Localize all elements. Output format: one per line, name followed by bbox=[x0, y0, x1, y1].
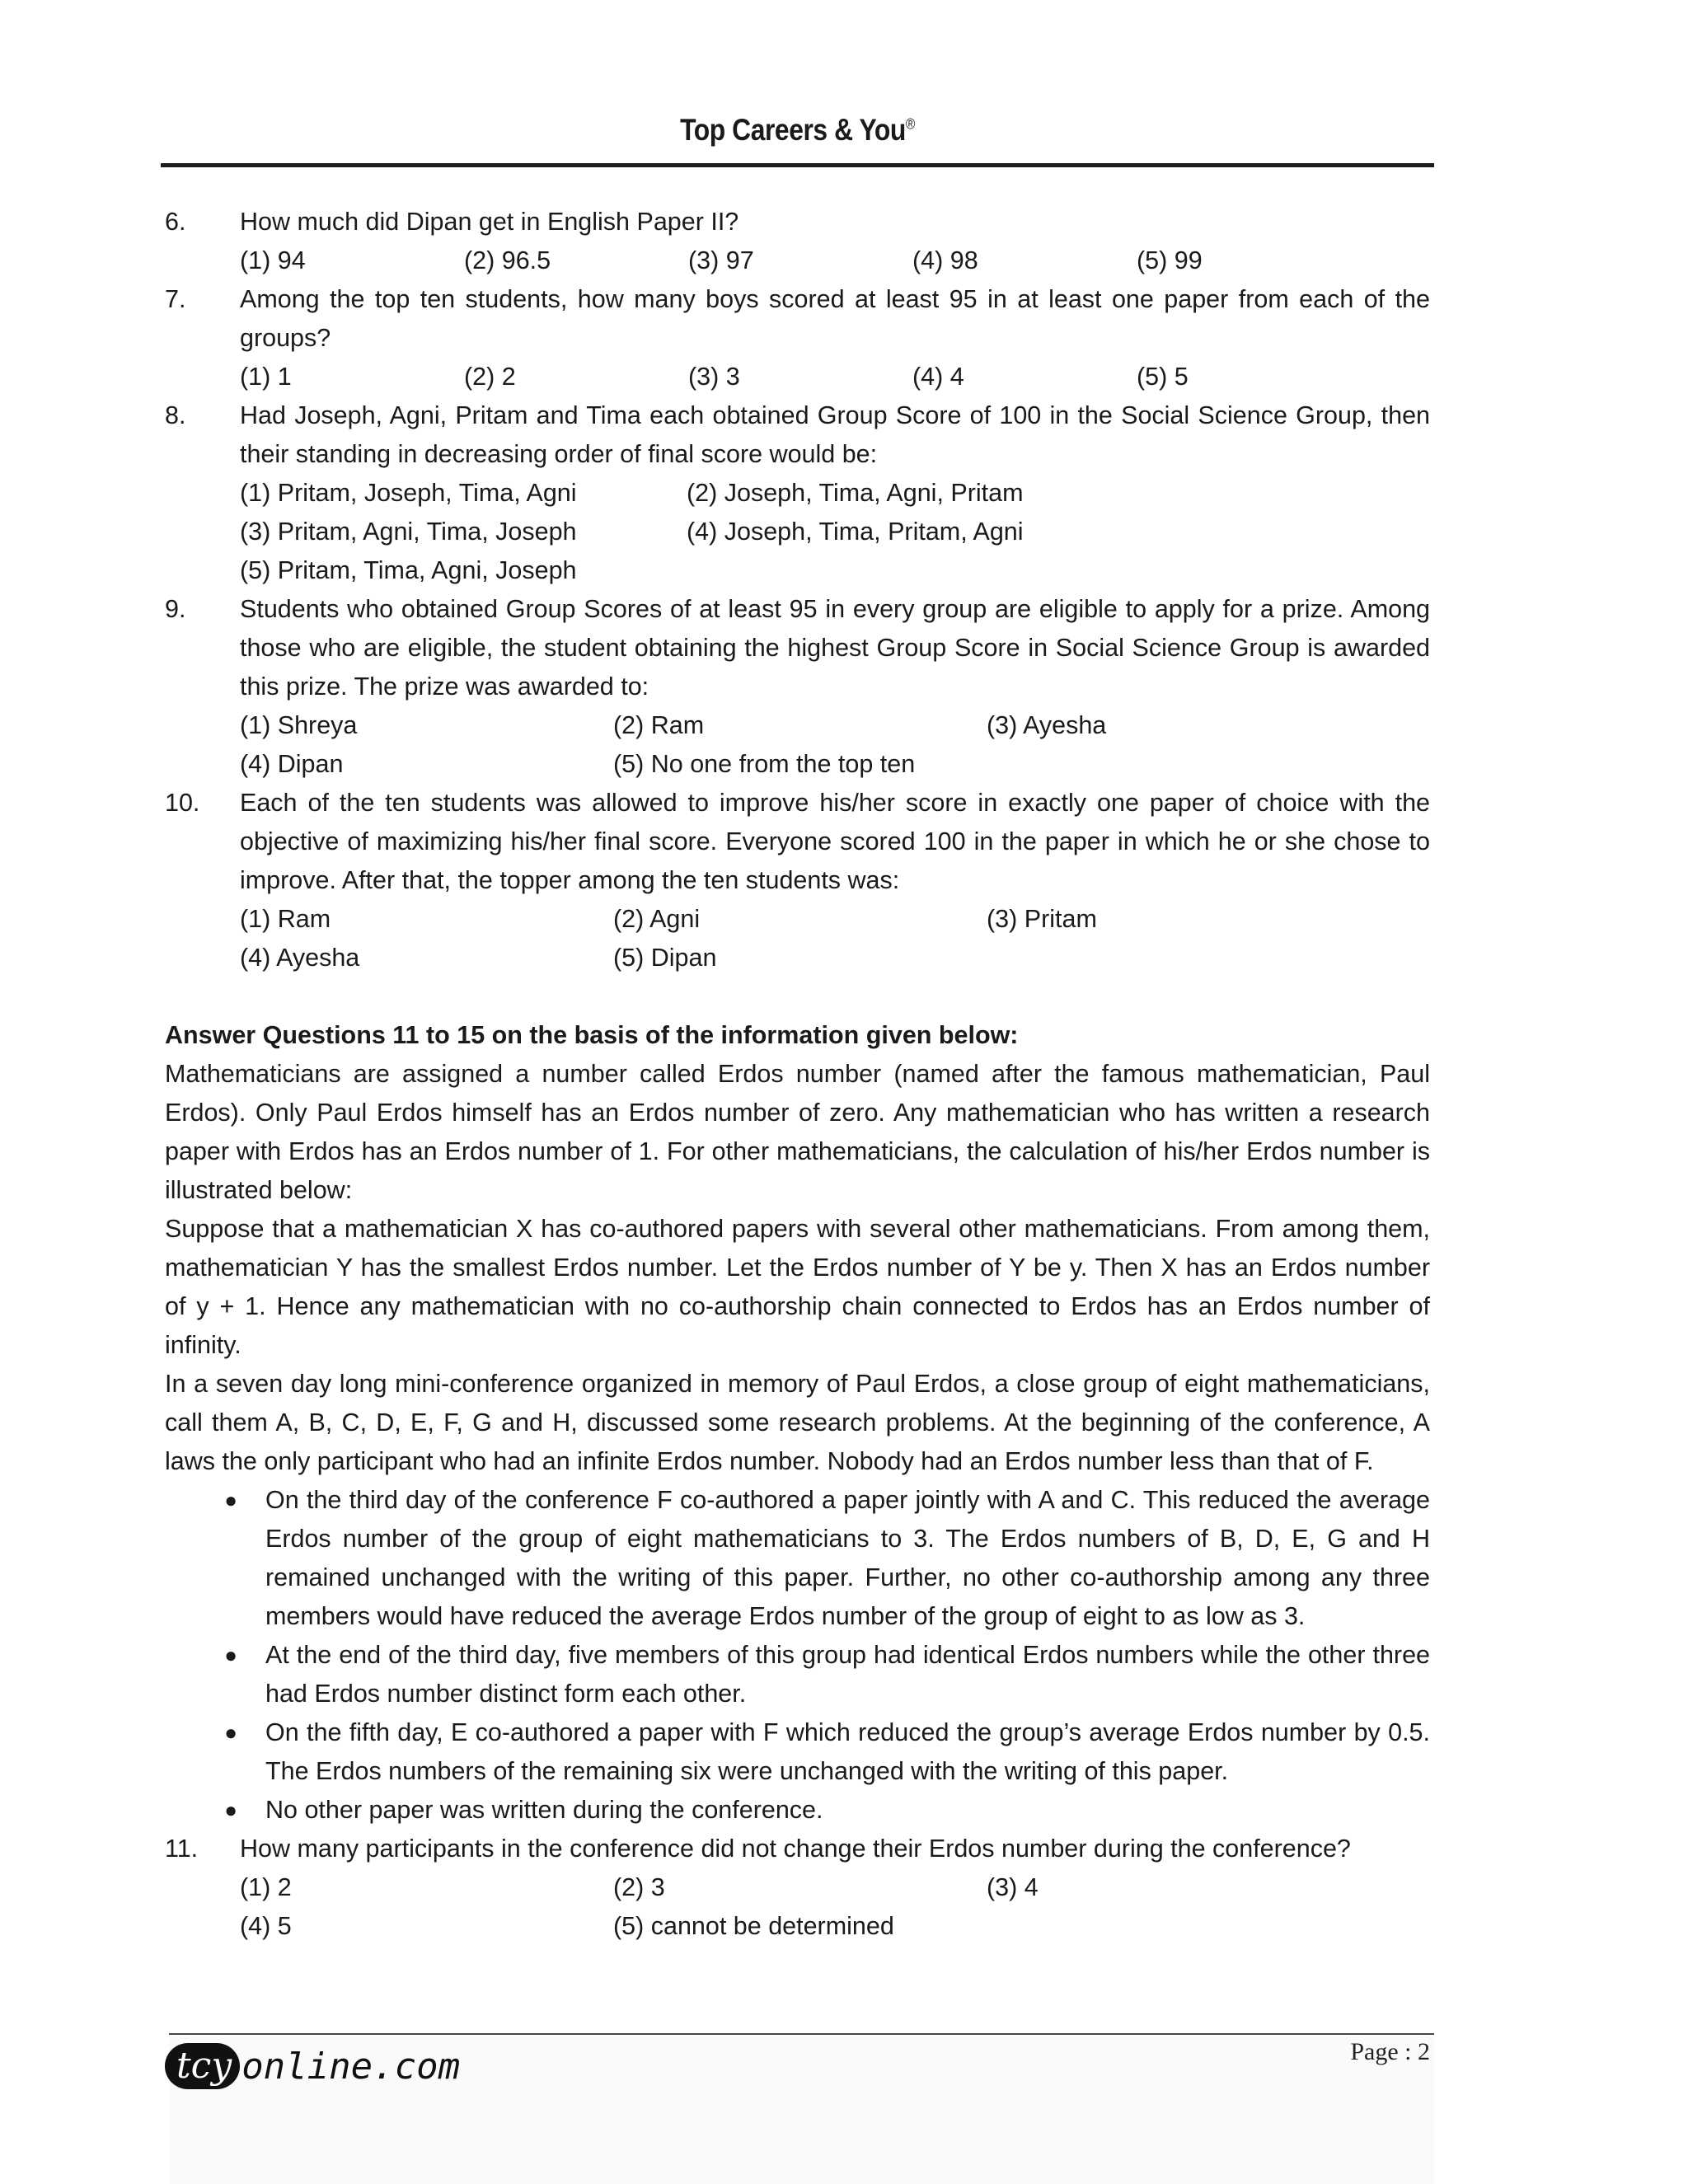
question-number: 11. bbox=[165, 1835, 199, 1863]
bullet-item bbox=[165, 1791, 1430, 1830]
question-item bbox=[165, 784, 1430, 900]
question-number: 9. bbox=[165, 595, 186, 623]
answer-option: (3) Ayesha bbox=[987, 711, 1107, 739]
options-row bbox=[240, 474, 1430, 513]
answer-option: (1) Shreya bbox=[240, 711, 358, 739]
page-header-title: Top Careers & You® bbox=[680, 113, 915, 147]
question-text: Students who obtained Group Scores of at least 95 in every group are eligible to apply for a prize. Among those who are eligible, the student obtaining the highest Group Score in Social Science Group is awarded this prize. The prize was awarded to: bbox=[240, 595, 1430, 701]
answer-option: (2) 3 bbox=[613, 1873, 665, 1901]
header-divider bbox=[161, 163, 1434, 167]
answer-option: (4) Dipan bbox=[240, 750, 344, 778]
answer-option: (1) Pritam, Joseph, Tima, Agni bbox=[240, 479, 577, 507]
question-list-b bbox=[165, 1830, 1430, 1946]
tcyonline-logo bbox=[165, 2037, 460, 2095]
question-text: Each of the ten students was allowed to improve his/her score in exactly one paper of choice with the objective of maximizing his/her final score. Everyone scored 100 in the paper in which he or she chose to improve. After that, the topper among the ten students was: bbox=[240, 789, 1430, 894]
bullet-item bbox=[165, 1481, 1430, 1636]
answer-option: (2) 96.5 bbox=[464, 246, 551, 274]
page-number: Page : 2 bbox=[1350, 2038, 1430, 2065]
bullet-icon: ● bbox=[224, 1488, 237, 1512]
passage-paragraph: In a seven day long mini-conference organized in memory of Paul Erdos, a close group of eight mathematicians, call them A, B, C, D, E, F, G and H, discussed some research problems. At the beginning of the conference, A laws the only participant who had an infinite Erdos number. Nobody had an Erdos number less than that of F. bbox=[165, 1370, 1430, 1475]
answer-option: (2) Joseph, Tima, Agni, Pritam bbox=[687, 479, 1024, 507]
bullet-icon: ● bbox=[224, 1797, 237, 1822]
question-item bbox=[165, 590, 1430, 706]
passage bbox=[165, 1055, 1430, 1481]
question-item bbox=[165, 1830, 1430, 1868]
section-heading: Answer Questions 11 to 15 on the basis of the information given below: bbox=[165, 1021, 1019, 1049]
options-row bbox=[240, 939, 1430, 977]
passage-paragraph: Mathematicians are assigned a number called Erdos number (named after the famous mathematician, Paul Erdos). Only Paul Erdos himself has an Erdos number of zero. Any mathematician who has written a research paper with Erdos has an Erdos number of 1. For other mathematicians, the calculation of his/her Erdos number is illustrated below: bbox=[165, 1060, 1430, 1204]
answer-option: (4) 4 bbox=[912, 363, 964, 391]
options-row bbox=[240, 745, 1430, 784]
answer-option: (3) 97 bbox=[688, 246, 754, 274]
bullet-icon: ● bbox=[224, 1720, 237, 1745]
answer-option: (1) Ram bbox=[240, 905, 331, 933]
bullet-text: On the fifth day, E co-authored a paper with F which reduced the group’s average Erdos number by 0.5. The Erdos numbers of the remaining six were unchanged with the writing of this paper. bbox=[265, 1718, 1430, 1785]
options-row bbox=[240, 706, 1430, 745]
options-row bbox=[240, 241, 1430, 280]
answer-option: (4) 5 bbox=[240, 1912, 292, 1940]
question-text: How much did Dipan get in English Paper II? bbox=[240, 208, 739, 236]
answer-option: (3) Pritam, Agni, Tima, Joseph bbox=[240, 518, 577, 546]
question-text: Had Joseph, Agni, Pritam and Tima each obtained Group Score of 100 in the Social Science Group, then their standing in decreasing order of final score would be: bbox=[240, 401, 1430, 468]
answer-option: (5) No one from the top ten bbox=[613, 750, 916, 778]
registered-mark: ® bbox=[905, 115, 915, 133]
answer-option: (4) 98 bbox=[912, 246, 978, 274]
question-number: 10. bbox=[165, 789, 200, 817]
bullet-item bbox=[165, 1713, 1430, 1791]
question-text: Among the top ten students, how many boys scored at least 95 in at least one paper from each of the groups? bbox=[240, 285, 1430, 352]
answer-option: (1) 94 bbox=[240, 246, 306, 274]
options-row bbox=[240, 900, 1430, 939]
answer-option: (5) Dipan bbox=[613, 944, 717, 972]
bullet-text: On the third day of the conference F co-authored a paper jointly with A and C. This reduced the average Erdos number of the group of eight mathematicians to 3. The Erdos numbers of B, D, E, G and H remained unchanged with the writing of this paper. Further, no other co-authorship among any three members would have reduced the average Erdos number of the group of eight to as low as 3. bbox=[265, 1486, 1430, 1630]
options-row bbox=[240, 513, 1430, 551]
footer-divider bbox=[169, 2033, 1434, 2035]
options-row bbox=[240, 1907, 1430, 1946]
options-row bbox=[240, 358, 1430, 396]
question-number: 8. bbox=[165, 401, 186, 429]
answer-option: (3) 4 bbox=[987, 1873, 1039, 1901]
bullet-item bbox=[165, 1636, 1430, 1713]
bullet-icon: ● bbox=[224, 1643, 237, 1667]
answer-option: (5) Pritam, Tima, Agni, Joseph bbox=[240, 556, 577, 584]
bullet-list bbox=[165, 1481, 1430, 1830]
answer-option: (5) 5 bbox=[1137, 363, 1189, 391]
options-row bbox=[240, 551, 1430, 590]
answer-option: (2) 2 bbox=[464, 363, 516, 391]
question-item bbox=[165, 280, 1430, 358]
answer-option: (2) Ram bbox=[613, 711, 705, 739]
answer-option: (3) 3 bbox=[688, 363, 740, 391]
answer-option: (5) cannot be determined bbox=[613, 1912, 894, 1940]
question-number: 7. bbox=[165, 285, 186, 313]
question-list-a bbox=[165, 203, 1430, 977]
answer-option: (5) 99 bbox=[1137, 246, 1203, 274]
answer-option: (4) Ayesha bbox=[240, 944, 360, 972]
question-text: How many participants in the conference did not change their Erdos number during the conference? bbox=[240, 1835, 1351, 1863]
logo-mark: tcy bbox=[165, 2043, 240, 2089]
question-number: 6. bbox=[165, 208, 186, 236]
bullet-text: No other paper was written during the conference. bbox=[265, 1796, 823, 1824]
document-body bbox=[165, 203, 1430, 1946]
question-item bbox=[165, 396, 1430, 474]
answer-option: (3) Pritam bbox=[987, 905, 1097, 933]
answer-option: (4) Joseph, Tima, Pritam, Agni bbox=[687, 518, 1024, 546]
options-row bbox=[240, 1868, 1430, 1907]
logo-text: online.com bbox=[241, 2045, 461, 2088]
answer-option: (1) 1 bbox=[240, 363, 292, 391]
bullet-text: At the end of the third day, five members of this group had identical Erdos numbers while the other three had Erdos number distinct form each other. bbox=[265, 1641, 1430, 1708]
passage-paragraph: Suppose that a mathematician X has co-authored papers with several other mathematicians. From among them, mathematician Y has the smallest Erdos number. Let the Erdos number of Y be y. Then X has an Erdos number of y + 1. Hence any mathematician with no co-authorship chain connected to Erdos has an Erdos number of infinity. bbox=[165, 1215, 1430, 1359]
answer-option: (1) 2 bbox=[240, 1873, 292, 1901]
question-item bbox=[165, 203, 1430, 241]
answer-option: (2) Agni bbox=[613, 905, 701, 933]
